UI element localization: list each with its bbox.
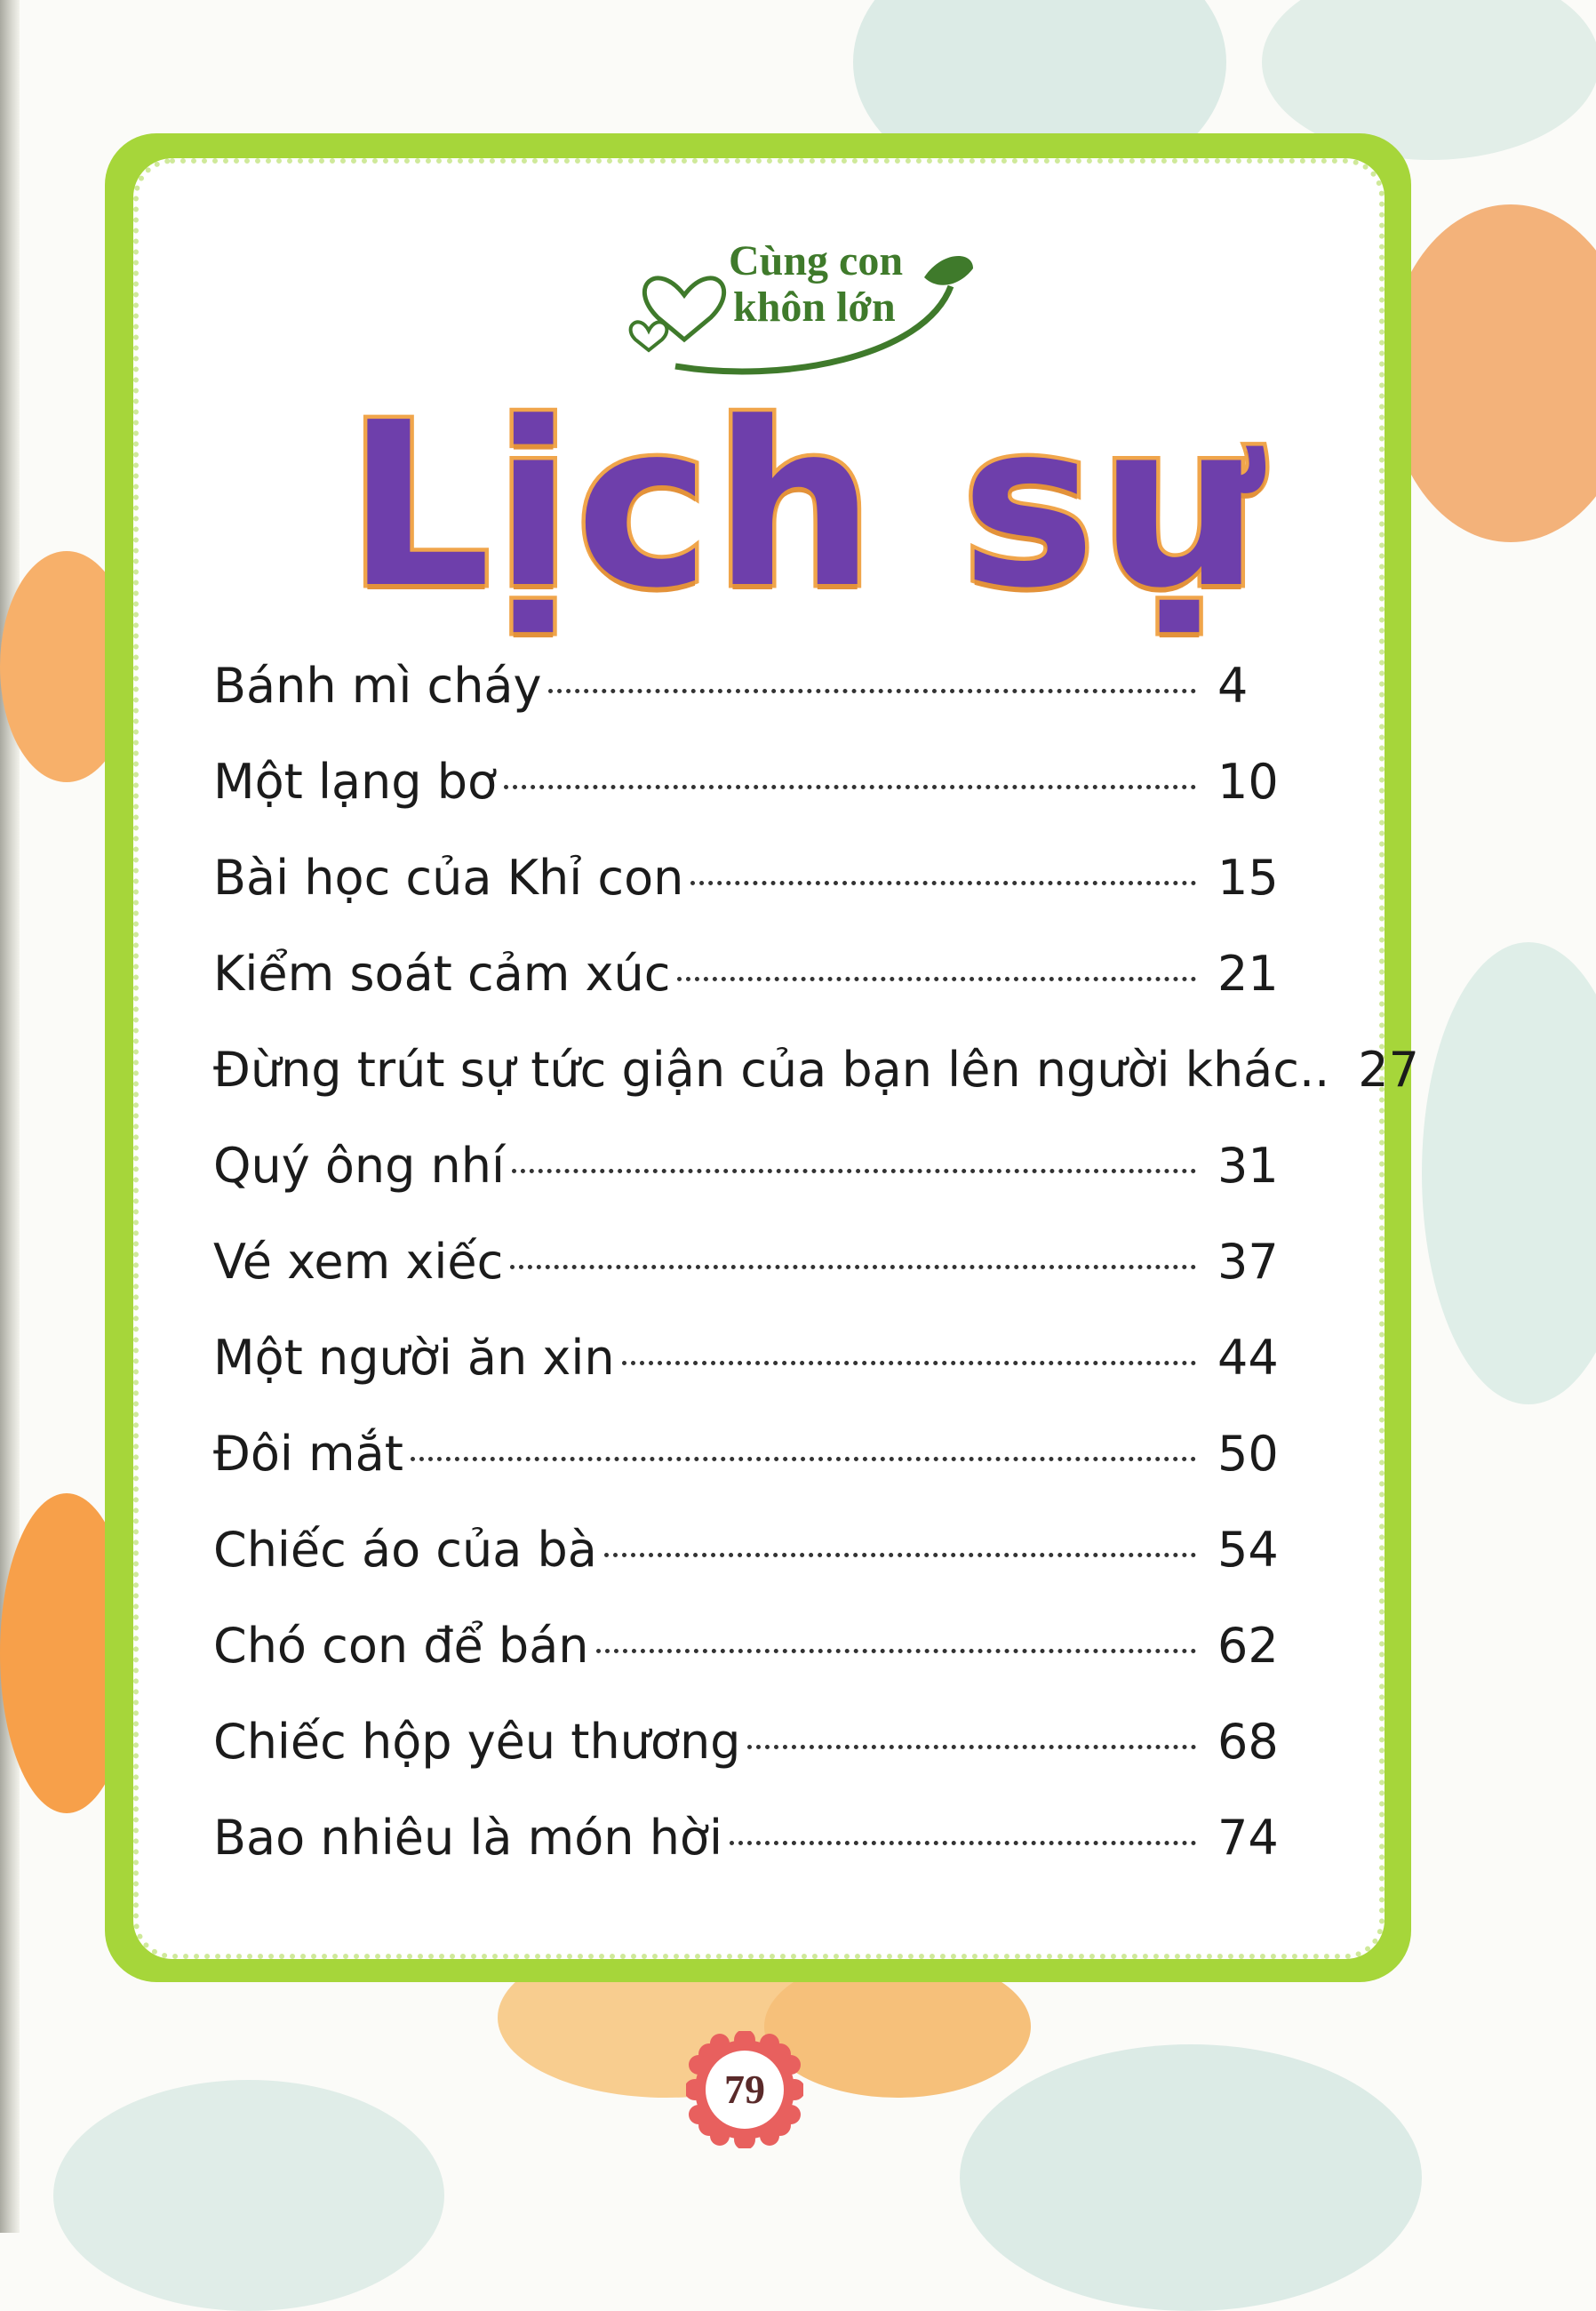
series-logo — [622, 233, 978, 375]
toc-entry-page: 54 — [1217, 1522, 1279, 1578]
dot-leader — [548, 689, 1196, 693]
dot-leader — [504, 785, 1196, 789]
toc-entry — [213, 1330, 1297, 1426]
toc-entry — [213, 1618, 1297, 1714]
toc-entry-title: Chó con để bán — [213, 1618, 589, 1674]
toc-entry-title: Một người ăn xin — [213, 1330, 615, 1386]
dot-leader — [510, 1265, 1196, 1269]
toc-entry — [213, 1138, 1297, 1234]
toc-entry-page: 50 — [1217, 1426, 1279, 1482]
dot-leader — [411, 1457, 1196, 1461]
toc-entry — [213, 1714, 1297, 1810]
toc-entry-title: Đôi mắt — [213, 1426, 403, 1482]
dot-leader — [512, 1169, 1196, 1173]
toc-entry-page: 15 — [1217, 850, 1279, 906]
toc-entry-title: Quý ông nhí — [213, 1138, 506, 1194]
toc-entry — [213, 1522, 1297, 1618]
toc-entry-title: Vé xem xiếc — [213, 1234, 504, 1290]
dot-leader — [690, 881, 1196, 885]
toc-entry-title: Chiếc hộp yêu thương — [213, 1714, 741, 1770]
toc-entry-page: 44 — [1217, 1330, 1279, 1386]
background-blob — [960, 2044, 1422, 2311]
toc-entry-page: 21 — [1217, 946, 1279, 1002]
toc-entry — [213, 1426, 1297, 1522]
toc-entry-page: 62 — [1217, 1618, 1279, 1674]
toc-entry-title: Bao nhiêu là món hời — [213, 1810, 722, 1866]
dot-leader — [677, 977, 1196, 981]
series-name-line2: khôn lớn — [733, 284, 896, 331]
toc-entry-page: 4 — [1217, 658, 1249, 714]
toc-entry-page: 27 — [1358, 1042, 1420, 1098]
toc-entry-page: 31 — [1217, 1138, 1279, 1194]
background-blob — [1422, 942, 1596, 1404]
table-of-contents — [213, 658, 1420, 1906]
toc-entry-page: 10 — [1217, 754, 1279, 810]
dot-leader — [596, 1649, 1196, 1653]
toc-entry — [213, 658, 1297, 754]
toc-entry — [213, 850, 1297, 946]
toc-entry-page: 37 — [1217, 1234, 1279, 1290]
dot-leader — [604, 1553, 1196, 1557]
toc-entry-title: Đừng trút sự tức giận của bạn lên người khác.. — [213, 1042, 1330, 1098]
background-blob — [53, 2080, 444, 2311]
page-number-badge — [686, 2031, 803, 2148]
toc-entry-page: 74 — [1217, 1810, 1279, 1866]
toc-entry — [213, 946, 1297, 1042]
page-number: 79 — [724, 2067, 765, 2112]
toc-entry — [213, 1042, 1420, 1138]
toc-entry-page: 68 — [1217, 1714, 1279, 1770]
toc-entry — [213, 1234, 1297, 1330]
toc-entry-title: Bánh mì cháy — [213, 658, 542, 714]
toc-entry-title: Kiểm soát cảm xúc — [213, 946, 671, 1002]
toc-entry — [213, 754, 1297, 850]
toc-entry-title: Chiếc áo của bà — [213, 1522, 597, 1578]
dot-leader — [747, 1745, 1196, 1749]
dot-leader — [622, 1361, 1196, 1365]
book-spine-shadow — [0, 0, 20, 2233]
dot-leader — [730, 1841, 1196, 1845]
toc-entry — [213, 1810, 1297, 1906]
background-blob — [1386, 204, 1596, 542]
series-name-line1: Cùng con — [729, 237, 904, 284]
toc-entry-title: Bài học của Khỉ con — [213, 850, 684, 906]
toc-entry-title: Một lạng bơ — [213, 754, 498, 810]
page-title: Lịch sự — [347, 374, 1265, 638]
